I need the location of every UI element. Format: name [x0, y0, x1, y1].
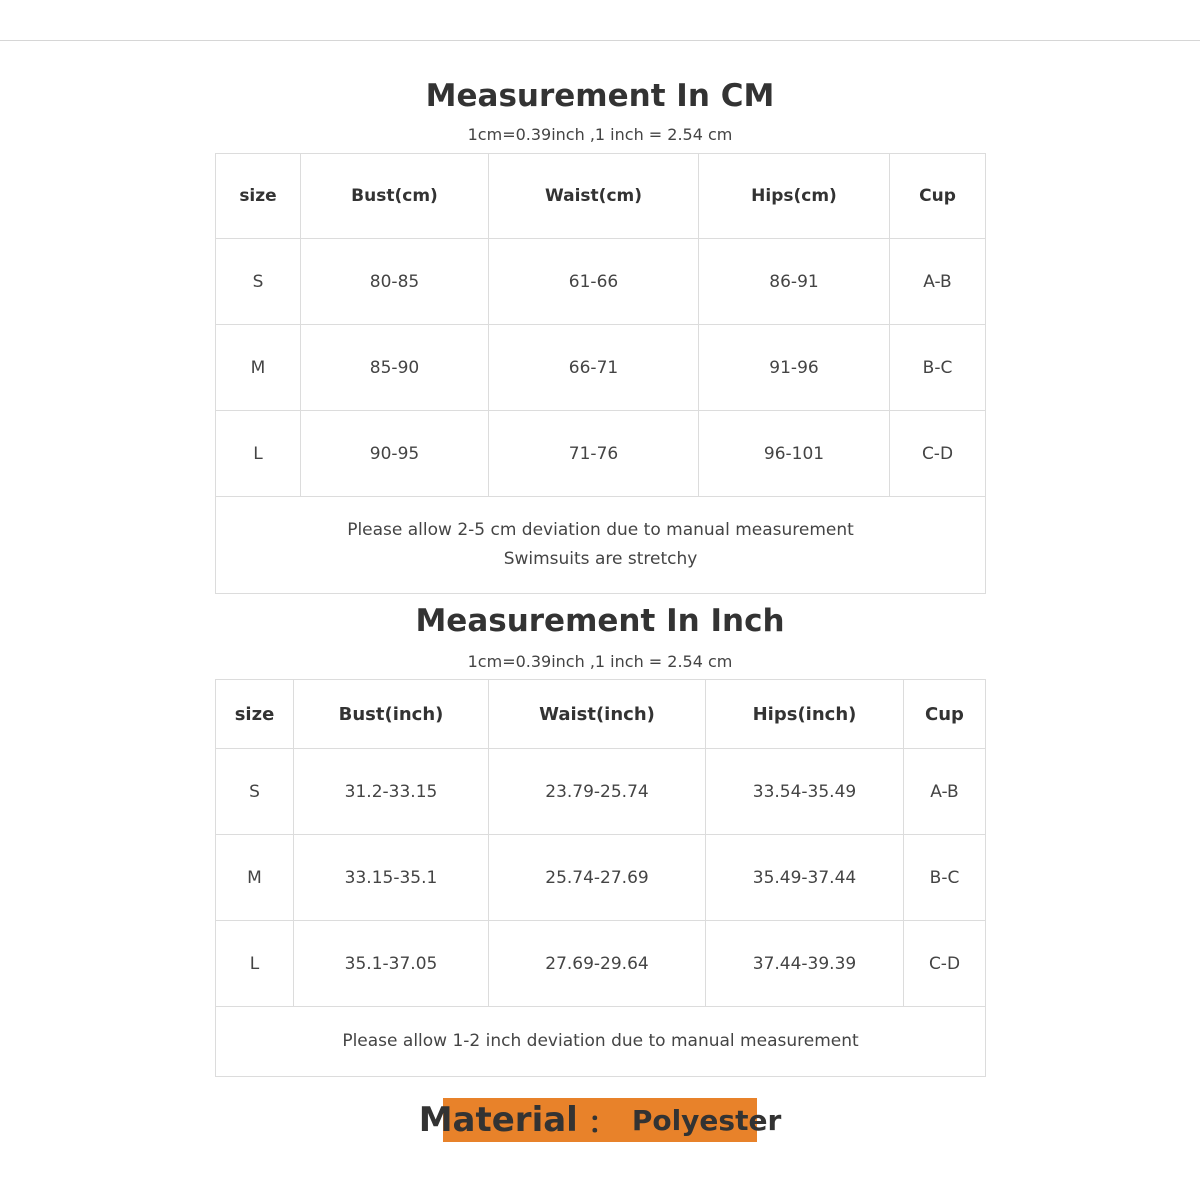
material-badge [418, 1098, 782, 1142]
cell-size: S [216, 749, 294, 835]
header-cup: Cup [890, 154, 986, 239]
deviation-note-line: Please allow 2-5 cm deviation due to manual measurement [347, 520, 854, 540]
cell-waist: 71-76 [489, 411, 699, 497]
cm-section-title: Measurement In CM [425, 78, 775, 114]
cm-conversion-note: 1cm=0.39inch ,1 inch = 2.54 cm [467, 125, 733, 144]
cell-hips: 33.54-35.49 [706, 749, 904, 835]
cell-hips: 35.49-37.44 [706, 835, 904, 921]
material-separator: ： [587, 1106, 618, 1141]
cell-waist: 25.74-27.69 [489, 835, 706, 921]
header-hips: Hips(inch) [706, 680, 904, 749]
cell-waist: 23.79-25.74 [489, 749, 706, 835]
cell-size: L [216, 921, 294, 1007]
table-row [216, 325, 986, 411]
cell-cup: C-D [890, 411, 986, 497]
stretch-note-line: Swimsuits are stretchy [503, 549, 698, 569]
cell-size: L [216, 411, 301, 497]
header-waist: Waist(cm) [489, 154, 699, 239]
header-size: size [216, 680, 294, 749]
cell-cup: A-B [890, 239, 986, 325]
top-divider [0, 40, 1200, 41]
cell-waist: 61-66 [489, 239, 699, 325]
material-value: Polyester [631, 1103, 782, 1137]
cell-hips: 86-91 [699, 239, 890, 325]
table-row [216, 749, 986, 835]
cm-size-table [215, 153, 986, 594]
table-row [216, 239, 986, 325]
cell-waist: 66-71 [489, 325, 699, 411]
cell-bust: 90-95 [301, 411, 489, 497]
cell-cup: C-D [904, 921, 986, 1007]
cell-bust: 80-85 [301, 239, 489, 325]
cell-bust: 31.2-33.15 [294, 749, 489, 835]
table-header-row [216, 154, 986, 239]
cell-waist: 27.69-29.64 [489, 921, 706, 1007]
table-row [216, 921, 986, 1007]
cell-bust: 33.15-35.1 [294, 835, 489, 921]
cell-size: M [216, 835, 294, 921]
table-row [216, 411, 986, 497]
header-cup: Cup [904, 680, 986, 749]
inch-section-title: Measurement In Inch [415, 603, 785, 639]
table-note-row [216, 1007, 986, 1077]
table-note-row [216, 497, 986, 594]
cell-cup: B-C [904, 835, 986, 921]
cell-hips: 37.44-39.39 [706, 921, 904, 1007]
cell-cup: B-C [890, 325, 986, 411]
table-row [216, 835, 986, 921]
cell-size: M [216, 325, 301, 411]
inch-conversion-note: 1cm=0.39inch ,1 inch = 2.54 cm [467, 652, 733, 671]
material-label: Material [418, 1100, 578, 1140]
cell-hips: 96-101 [699, 411, 890, 497]
header-bust: Bust(cm) [301, 154, 489, 239]
header-waist: Waist(inch) [489, 680, 706, 749]
inch-size-table [215, 679, 986, 1077]
cell-size: S [216, 239, 301, 325]
header-size: size [216, 154, 301, 239]
header-hips: Hips(cm) [699, 154, 890, 239]
deviation-note [216, 497, 986, 594]
cell-bust: 35.1-37.05 [294, 921, 489, 1007]
cell-cup: A-B [904, 749, 986, 835]
deviation-note [216, 1007, 986, 1077]
cell-bust: 85-90 [301, 325, 489, 411]
table-header-row [216, 680, 986, 749]
header-bust: Bust(inch) [294, 680, 489, 749]
deviation-note-line: Please allow 1-2 inch deviation due to manual measurement [342, 1031, 859, 1051]
cell-hips: 91-96 [699, 325, 890, 411]
